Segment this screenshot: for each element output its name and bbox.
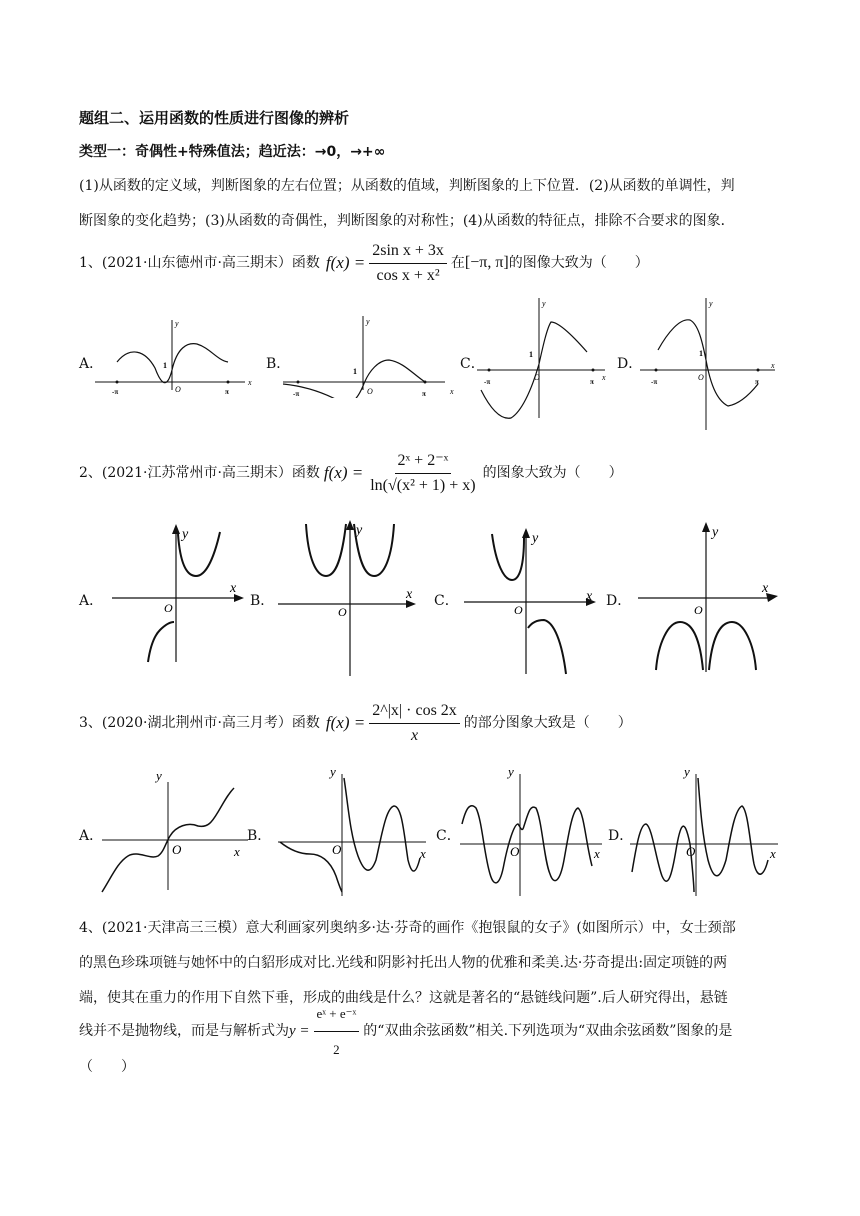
neg-pi-point [488, 369, 491, 372]
q4-line-3: 端，使其在重力的作用下自然下垂，形成的曲线是什么？这就是著名的“悬链线问题”.后人研究得出，悬链 [79, 990, 728, 1006]
y-label: y [356, 523, 363, 538]
q3-numerator: 2^|x| · cos 2x [369, 701, 460, 724]
y-label: y [532, 531, 539, 546]
q1-graph-b[interactable] [283, 312, 458, 398]
q4-line-5: （ ） [79, 1059, 135, 1075]
origin-label: O [175, 385, 181, 394]
q2-denominator: ln(√(x² + 1) + x) [370, 476, 476, 494]
x-label: x [586, 589, 593, 604]
origin-label: O [686, 844, 696, 859]
q3-option-c-label[interactable]: C． [436, 828, 461, 844]
one-label: 1 [529, 350, 533, 359]
origin-label: O [534, 373, 540, 382]
y-label: y [182, 527, 189, 542]
y-arrow-icon [346, 520, 354, 530]
pi-label: π [225, 388, 229, 396]
q1-option-b-label[interactable]: B． [266, 356, 291, 372]
origin-label: O [514, 603, 523, 617]
q2-graph-c[interactable] [462, 524, 602, 676]
y-label: y [366, 317, 370, 326]
q3-suffix: 的部分图象大致是（ ） [463, 715, 632, 731]
q1-denominator: cos x + x² [376, 266, 440, 284]
x-label: x [450, 387, 454, 396]
y-label: y [709, 299, 713, 308]
y-label: y [508, 764, 514, 779]
intro-line-2: 断图象的变化趋势；(3)从函数的奇偶性，判断图象的对称性；(4)从函数的特征点，排除不合要求的图象． [79, 213, 735, 229]
q2-option-a-label[interactable]: A． [79, 593, 104, 609]
q3-option-b-label[interactable]: B． [247, 828, 272, 844]
x-label: x [770, 846, 776, 861]
q2-suffix: 的图象大致为（ ） [482, 465, 623, 481]
q2-graph-a[interactable] [110, 522, 250, 664]
q4-line-2: 的黑色珍珠项链与她怀中的白貂形成对比.光线和阴影衬托出人物的优雅和柔美.达·芬奇提出:固定项链的两 [79, 955, 728, 971]
q1-option-c-label[interactable]: C． [460, 356, 485, 372]
origin-label: O [367, 387, 373, 396]
q4-line-1: 4、(2021·天津高三三模）意大利画家列奥纳多·达·芬奇的画作《抱银鼠的女子》(如图所示）中，女士颈部 [79, 920, 736, 936]
q3-func-lhs: f(x) = [325, 713, 366, 732]
q2-fraction [367, 451, 478, 496]
curve-right [528, 620, 566, 674]
y-arrow-icon [172, 524, 180, 534]
y-label: y [175, 319, 179, 328]
curve-left [148, 622, 174, 662]
q3-graph-b[interactable] [278, 764, 433, 898]
q1-graph-a[interactable] [95, 312, 260, 398]
origin-label: O [164, 601, 173, 615]
q1-func-lhs: f(x) = [325, 253, 366, 272]
origin-label: O [698, 373, 704, 382]
q1-fraction [369, 241, 447, 286]
q1-graph-c[interactable] [477, 294, 612, 422]
pi-point [757, 369, 760, 372]
section-title: 题组二、运用函数的性质进行图像的辨析 [79, 109, 350, 127]
x-label: x [762, 581, 769, 596]
q1-interval: [−π, π] [464, 254, 509, 271]
q4-denominator: 2 [333, 1041, 340, 1057]
q3-graph-a[interactable] [98, 766, 253, 900]
y-arrow-icon [702, 522, 710, 532]
pi-label: π [422, 390, 426, 398]
q1-option-a-label[interactable]: A． [79, 356, 104, 372]
intro-line-1: (1)从函数的定义域，判断图象的左右位置；从函数的值域，判断图象的上下位置．(2)从函数的单调性，判 [79, 178, 735, 194]
q2-graph-d[interactable] [636, 518, 786, 674]
x-label: x [771, 361, 775, 370]
q4-line-4 [79, 1005, 779, 1057]
neg-pi-point [655, 369, 658, 372]
x-label: x [406, 587, 413, 602]
q1-numerator: 2sin x + 3x [369, 241, 447, 264]
curve [658, 320, 758, 406]
origin-label: O [510, 844, 520, 859]
x-label: x [248, 378, 252, 387]
q3-option-d-label[interactable]: D． [608, 828, 634, 844]
pi-label: π [755, 378, 759, 386]
q3-fraction [369, 701, 460, 746]
y-label: y [330, 764, 336, 779]
q4-line4-post: 的“双曲余弦函数”相关.下列选项为“双曲余弦函数”图象的是 [363, 1022, 733, 1039]
pi-point [227, 381, 230, 384]
curve-right [709, 622, 756, 670]
curve [283, 360, 425, 398]
x-label: x [594, 846, 600, 861]
origin-label: O [694, 603, 703, 617]
y-label: y [542, 299, 546, 308]
y-label: y [684, 764, 690, 779]
x-label: x [234, 844, 240, 859]
q1-prefix: 1、(2021·山东德州市·高三期末）函数 [79, 255, 320, 271]
question-2-stem [79, 443, 623, 503]
q3-denominator: x [410, 726, 419, 744]
q3-graph-d[interactable] [630, 764, 785, 898]
y-label: y [712, 525, 719, 540]
origin-label: O [172, 842, 182, 857]
neg-pi-label: -π [112, 388, 119, 396]
neg-pi-label: -π [484, 378, 491, 386]
q2-graph-b[interactable] [276, 518, 426, 678]
x-label: x [420, 846, 426, 861]
q1-suffix: 的图像大致为（ ） [508, 255, 649, 271]
q4-func: y = [289, 1022, 310, 1039]
curve-right [698, 778, 768, 876]
q4-line4-pre: 线并不是抛物线，而是与解析式为 [79, 1022, 289, 1039]
one-label: 1 [699, 349, 703, 358]
question-3-stem [79, 697, 632, 749]
question-1-stem [79, 238, 649, 288]
y-label: y [156, 768, 162, 783]
pi-point [592, 369, 595, 372]
q2-prefix: 2、(2021·江苏常州市·高三期末）函数 [79, 465, 320, 481]
one-label: 1 [163, 361, 167, 370]
y-arrow-icon [522, 528, 530, 538]
q3-graph-c[interactable] [456, 764, 606, 898]
curve-left [306, 524, 346, 576]
q2-option-d-label[interactable]: D． [606, 593, 632, 609]
type-heading: 类型一：奇偶性+特殊值法；趋近法：→0，→+∞ [79, 144, 386, 160]
q1-option-d-label[interactable]: D． [617, 356, 643, 372]
neg-pi-point [297, 381, 300, 384]
neg-pi-label: -π [651, 378, 658, 386]
neg-pi-label: -π [293, 390, 300, 398]
x-label: x [230, 581, 237, 596]
q4-numerator: eˣ + e⁻ˣ [314, 998, 360, 1032]
q1-graph-d[interactable] [640, 294, 780, 434]
curve-left [492, 534, 524, 580]
pi-label: π [590, 378, 594, 386]
origin-label: O [338, 605, 347, 619]
question-4-stem [79, 913, 779, 1083]
curve-left [656, 622, 703, 670]
q3-prefix: 3、(2020·湖北荆州市·高三月考）函数 [79, 715, 320, 731]
q4-fraction [314, 998, 360, 1065]
origin-label: O [332, 842, 342, 857]
q2-func-lhs: f(x) = [323, 463, 364, 482]
q3-option-a-label[interactable]: A． [79, 828, 104, 844]
neg-pi-point [116, 381, 119, 384]
q2-numerator: 2ˣ + 2⁻ˣ [395, 451, 452, 474]
q2-option-c-label[interactable]: C． [434, 593, 459, 609]
curve-left [632, 824, 694, 892]
x-label: x [602, 373, 606, 382]
curve-right [344, 778, 420, 871]
q1-suffix-pre: 在 [450, 255, 465, 271]
one-label: 1 [353, 367, 357, 376]
q2-option-b-label[interactable]: B． [250, 593, 275, 609]
